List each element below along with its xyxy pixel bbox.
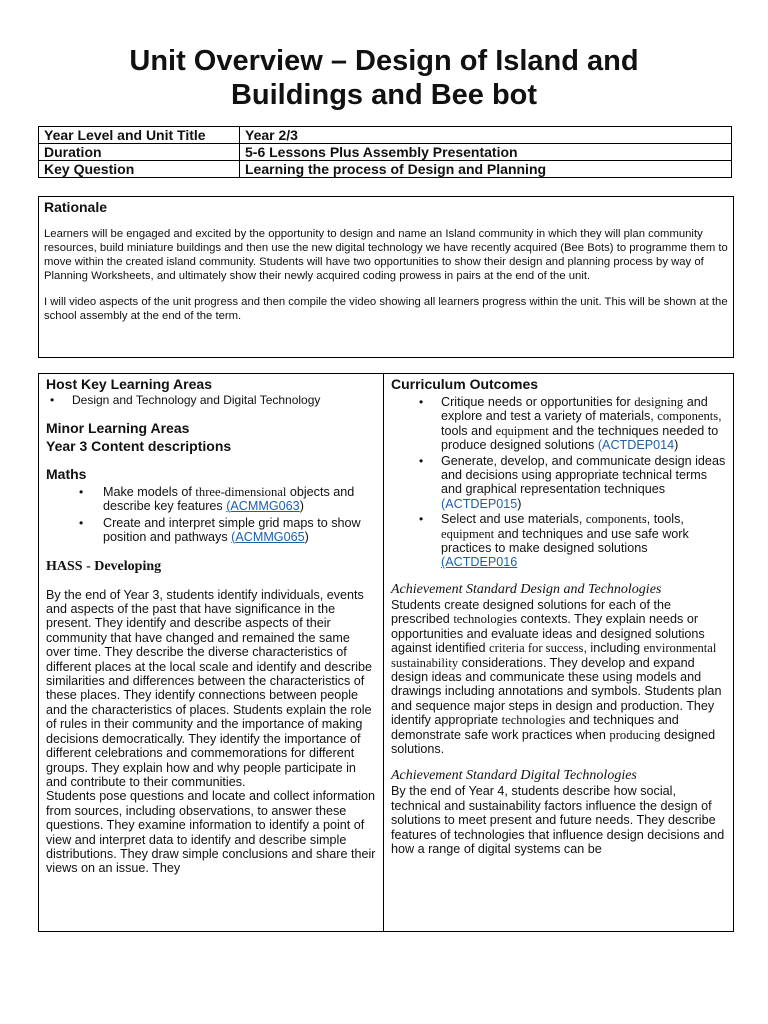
code-link[interactable]: ACMMG063 [230,499,300,514]
item-text: designed solutions. [391,727,716,756]
item-text: objects and describe key features [103,485,355,514]
item-term: designing [634,395,684,409]
row-value: Learning the process of Design and Planning [240,161,732,178]
item-text: Students create designed solutions for each of the prescribed [391,597,672,627]
item-term: three-dimensional [195,485,287,499]
rationale-heading: Rationale [44,199,108,215]
item-text: and explore and test a variety of materials, [441,395,708,424]
table-row [39,127,732,144]
bullet-icon: • [79,515,84,530]
item-text: and techniques and use safe work practices to make designed solutions [441,526,689,556]
row-label: Key Question [39,161,240,178]
minor-heading: Minor Learning Areas [46,420,190,436]
item-term: components [585,512,647,527]
item-text: and the techniques needed to produce designed solutions [441,423,719,453]
achievement-design-heading: Achievement Standard Design and Technologies [391,581,662,597]
list-item [391,512,726,570]
row-value: Year 2/3 [240,127,732,144]
code-link[interactable]: ACMMG065 [235,530,305,545]
code-link[interactable]: (ACTDEP015 [441,496,518,511]
host-list [46,393,383,408]
item-text: Make models of [103,485,196,499]
hass-paragraph-2: Students pose questions and locate and collect information from sources, including observations, to answer these questions. They examine information to identify a point of view and interpret data to identify and describe simple distributions. They draw simple conclusions and share their views on an issue. They [46,789,376,876]
rationale-paragraph-1: Learners will be engaged and excited by the opportunity to design and name an Island community in which they will plan community resources, build miniature buildings and then use the new digital technology we have recently acquired (Bee Bots) to programme them to move within the created island community. Students will have two opportunities to show their design and planning process by way of Planning Worksheets, and ultimately show their newly acquired coding prowess in pairs at the end of the unit. [44,228,728,283]
row-label: Year Level and Unit Title [39,127,240,144]
title-line-2: Buildings and Bee bot [230,79,538,111]
item-text: Select and use materials, [441,512,586,527]
title-line-1: Unit Overview – Design of Island and [129,45,639,77]
item-term: technologies [453,612,517,627]
rationale-box [38,196,734,358]
item-text: Generate, develop, and communicate design ideas and decisions using appropriate technical terms and graphical representation techniques [441,453,726,497]
item-term: components [657,409,719,424]
bullet-icon: • [419,395,424,409]
item-text: Critique needs or opportunities for [441,395,635,409]
item-term: environmental sustainability [391,641,717,670]
list-item [391,454,726,512]
outcomes-heading: Curriculum Outcomes [391,376,539,392]
achievement-digital-text: By the end of Year 4, students describe how social, technical and sustainability factors influence the design of solutions to meet present and future needs. They describe features of technologies that influence design decisions and how a range of digital systems can be [391,784,725,856]
item-term: technologies [501,713,566,728]
code-link[interactable]: ( [226,499,231,514]
row-label: Duration [39,144,240,161]
row-value: 5-6 Lessons Plus Assembly Presentation [240,144,732,161]
item-text: contexts. They explain needs or opportunities and evaluate ideas and designed solutions against identified [391,612,705,656]
item-term: producing [609,727,661,742]
table-row [39,144,732,161]
unit-info-table [38,126,732,178]
list-item [391,395,726,453]
learning-areas-column [39,374,384,931]
table-row [39,161,732,178]
host-item: Design and Technology and Digital Technology [72,393,321,407]
list-item [46,516,383,545]
code-link[interactable]: ( [231,530,236,545]
item-text: ) [674,438,679,453]
achievement-digital-heading: Achievement Standard Digital Technologies [391,768,637,784]
curriculum-outcomes-column [384,374,733,931]
achievement-design-text [391,598,726,756]
item-term: equipment [441,526,495,541]
item-text: , tools, [646,512,684,527]
curriculum-grid [38,373,734,932]
item-text: ) [299,499,304,514]
rationale-paragraph-2: I will video aspects of the unit progress and then compile the video showing all learners progress within the unit. This will be shown at the school assembly at the end of the term. [44,296,728,323]
bullet-icon: • [419,453,424,468]
outcomes-list [391,395,726,570]
item-text: Create and interpret simple grid maps to show position and pathways [103,515,361,545]
bullet-icon: • [79,485,84,499]
maths-list [46,485,383,545]
item-text: , tools and [441,409,722,438]
item-text: ) [517,496,522,511]
list-item [46,393,383,408]
code-link[interactable]: (ACTDEP014 [597,438,675,453]
bullet-icon: • [50,393,55,407]
hass-paragraph-1: By the end of Year 3, students identify individuals, events and aspects of the past that have significance in the present. They identify and describe aspects of their community that have changed and remained the same over time. They describe the diverse characteristics of different places at the local scale and identify and describe similarities and differences between the characteristics of these places. They identify connections between people and the characteristics of places. Students explain the role of rules in their community and the importance of making decisions democratically. They identify the importance of different celebrations and commemorations for different groups. They explain how and why people participate in and contribute to their communities. [46,587,373,789]
host-heading: Host Key Learning Areas [46,376,212,392]
code-link[interactable]: (ACTDEP016 [441,555,518,570]
item-text: and techniques and demonstrate safe work practices when [391,713,679,742]
year3-heading: Year 3 Content descriptions [46,438,232,454]
list-item [46,485,383,514]
maths-heading: Maths [46,466,87,482]
item-text: considerations. They develop and expand design ideas and communicate these using models and drawings including annotations and symbols. Students plan and sequence major steps in design and production. They identify appropriate [391,655,722,728]
item-text: , including [583,641,644,656]
bullet-icon: • [419,512,424,527]
hass-heading: HASS - Developing [46,558,162,574]
item-text: ) [304,530,309,545]
page-title [0,44,768,112]
item-term: criteria for success [489,641,584,656]
item-term: equipment [495,423,549,438]
